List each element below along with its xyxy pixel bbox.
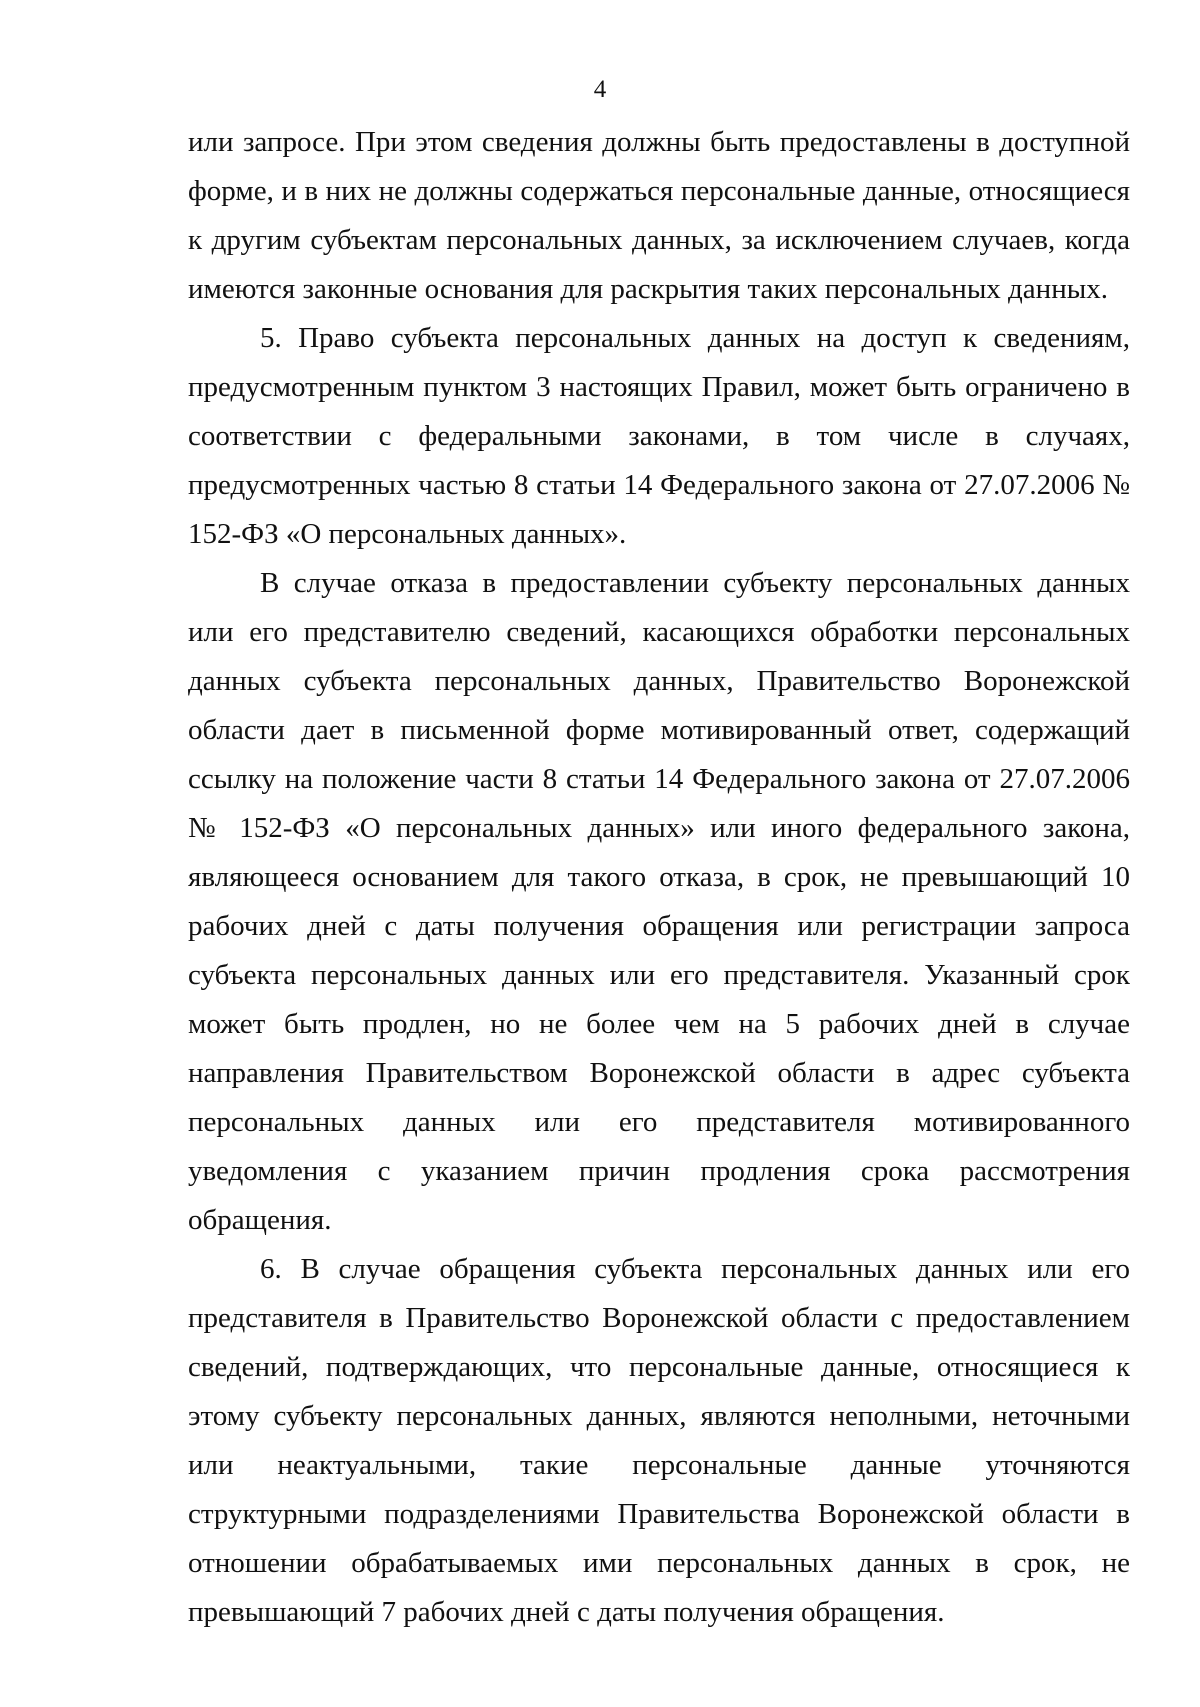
paragraph-continuation: или запросе. При этом сведения должны быть предоставлены в доступной форме, и в них не должны содержаться персональные данные, относящиеся к другим субъектам персональных данных, за исключением случаев, когда имеются законные основания для раскрытия таких персональных данных. bbox=[188, 126, 1130, 305]
paragraph-refusal: В случае отказа в предоставлении субъекту персональных данных или его представителю сведений, касающихся обработки персональных данных субъекта персональных данных, Правительство Воронежской области дает в письменной форме мотивированный ответ, содержащий ссылку на положение части 8 статьи 14 Федерального закона от 27.07.2006 № 152-ФЗ «О персональных данных» или иного федерального закона, являющееся основанием для такого отказа, в срок, не превышающий 10 рабочих дней с даты получения обращения или регистрации запроса субъекта персональных данных или его представителя. Указанный срок может быть продлен, но не более чем на 5 рабочих дней в случае направления Правительством Воронежской области в адрес субъекта персональных данных или его представителя мотивированного уведомления с указанием причин продления срока рассмотрения обращения. bbox=[188, 567, 1130, 1236]
paragraph-item-6: 6. В случае обращения субъекта персональных данных или его представителя в Правительство Воронежской области с предоставлением сведений, подтверждающих, что персональные данные, относящиеся к этому субъекту персональных данных, являются неполными, неточными или неактуальными, такие персональные данные уточняются структурными подразделениями Правительства Воронежской области в отношении обрабатываемых ими персональных данных в срок, не превышающий 7 рабочих дней с даты получения обращения. bbox=[188, 1253, 1130, 1628]
document-body bbox=[188, 118, 1130, 1637]
page-number: 4 bbox=[593, 76, 607, 103]
paragraph-item-5: 5. Право субъекта персональных данных на доступ к сведениям, предусмотренным пунктом 3 настоящих Правил, может быть ограничено в соответствии с федеральными законами, в том числе в случаях, предусмотренных частью 8 статьи 14 Федерального закона от 27.07.2006 № 152-ФЗ «О персональных данных». bbox=[188, 322, 1130, 550]
